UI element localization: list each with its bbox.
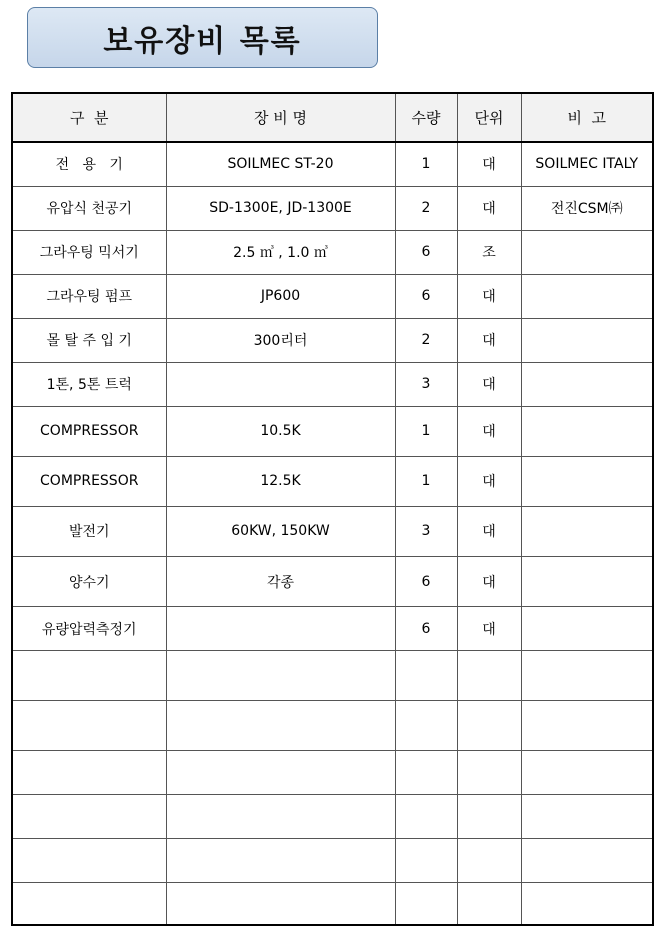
cell-quantity: 1 xyxy=(395,406,457,456)
table-row xyxy=(12,142,653,186)
cell-unit xyxy=(457,795,521,839)
table-row xyxy=(12,186,653,230)
cell-model: 60KW, 150KW xyxy=(166,506,395,556)
table-row xyxy=(12,701,653,751)
cell-remarks: 전진CSM㈜ xyxy=(521,186,653,230)
cell-category: 양수기 xyxy=(12,556,166,606)
cell-quantity xyxy=(395,701,457,751)
cell-quantity: 6 xyxy=(395,230,457,274)
cell-category: 그라우팅 펌프 xyxy=(12,274,166,318)
title-banner xyxy=(27,7,378,68)
cell-unit xyxy=(457,651,521,701)
table-row xyxy=(12,883,653,925)
cell-unit: 대 xyxy=(457,318,521,362)
header-model: 장 비 명 xyxy=(166,93,395,142)
header-category: 구 분 xyxy=(12,93,166,142)
cell-model: 10.5K xyxy=(166,406,395,456)
cell-model xyxy=(166,795,395,839)
cell-model xyxy=(166,607,395,651)
cell-quantity: 6 xyxy=(395,607,457,651)
cell-category xyxy=(12,651,166,701)
cell-remarks xyxy=(521,318,653,362)
cell-remarks: SOILMEC ITALY xyxy=(521,142,653,186)
cell-quantity: 3 xyxy=(395,506,457,556)
cell-category: 그라우팅 믹서기 xyxy=(12,230,166,274)
cell-quantity: 6 xyxy=(395,556,457,606)
cell-quantity: 6 xyxy=(395,274,457,318)
cell-quantity xyxy=(395,651,457,701)
equipment-table xyxy=(11,92,654,926)
table-row xyxy=(12,506,653,556)
cell-unit xyxy=(457,883,521,925)
table-row xyxy=(12,556,653,606)
table-row xyxy=(12,751,653,795)
cell-remarks xyxy=(521,651,653,701)
table-row xyxy=(12,651,653,701)
cell-category: 전 용 기 xyxy=(12,142,166,186)
cell-model: 12.5K xyxy=(166,456,395,506)
table-row xyxy=(12,607,653,651)
cell-model: 300리터 xyxy=(166,318,395,362)
table-row xyxy=(12,795,653,839)
cell-quantity: 2 xyxy=(395,186,457,230)
cell-quantity: 1 xyxy=(395,142,457,186)
cell-unit: 대 xyxy=(457,186,521,230)
cell-quantity xyxy=(395,883,457,925)
cell-model: JP600 xyxy=(166,274,395,318)
cell-model xyxy=(166,751,395,795)
cell-model xyxy=(166,883,395,925)
cell-unit: 대 xyxy=(457,456,521,506)
cell-model xyxy=(166,701,395,751)
cell-category xyxy=(12,795,166,839)
cell-remarks xyxy=(521,701,653,751)
cell-remarks xyxy=(521,230,653,274)
cell-remarks xyxy=(521,506,653,556)
cell-remarks xyxy=(521,274,653,318)
cell-unit: 대 xyxy=(457,607,521,651)
table-row xyxy=(12,274,653,318)
cell-model: SOILMEC ST-20 xyxy=(166,142,395,186)
cell-remarks xyxy=(521,883,653,925)
cell-remarks xyxy=(521,362,653,406)
cell-quantity xyxy=(395,795,457,839)
cell-quantity xyxy=(395,751,457,795)
cell-unit: 대 xyxy=(457,362,521,406)
table-row xyxy=(12,839,653,883)
cell-category: 유압식 천공기 xyxy=(12,186,166,230)
cell-category xyxy=(12,883,166,925)
cell-model xyxy=(166,839,395,883)
cell-model: SD-1300E, JD-1300E xyxy=(166,186,395,230)
cell-category: COMPRESSOR xyxy=(12,456,166,506)
cell-category xyxy=(12,751,166,795)
table-row xyxy=(12,362,653,406)
cell-model xyxy=(166,362,395,406)
cell-unit xyxy=(457,701,521,751)
cell-quantity xyxy=(395,839,457,883)
table-row xyxy=(12,456,653,506)
table-row xyxy=(12,406,653,456)
cell-unit: 조 xyxy=(457,230,521,274)
cell-model: 2.5 ㎥ , 1.0 ㎥ xyxy=(166,230,395,274)
cell-remarks xyxy=(521,795,653,839)
cell-category: 몰 탈 주 입 기 xyxy=(12,318,166,362)
cell-quantity: 3 xyxy=(395,362,457,406)
cell-unit: 대 xyxy=(457,406,521,456)
cell-category xyxy=(12,839,166,883)
cell-category: COMPRESSOR xyxy=(12,406,166,456)
cell-model: 각종 xyxy=(166,556,395,606)
cell-model xyxy=(166,651,395,701)
cell-category: 발전기 xyxy=(12,506,166,556)
cell-unit: 대 xyxy=(457,274,521,318)
cell-remarks xyxy=(521,556,653,606)
cell-remarks xyxy=(521,839,653,883)
cell-unit xyxy=(457,839,521,883)
cell-remarks xyxy=(521,406,653,456)
cell-unit xyxy=(457,751,521,795)
cell-unit: 대 xyxy=(457,506,521,556)
header-remarks: 비 고 xyxy=(521,93,653,142)
header-quantity: 수량 xyxy=(395,93,457,142)
table-header-row xyxy=(12,93,653,142)
cell-category xyxy=(12,701,166,751)
table-row xyxy=(12,230,653,274)
cell-unit: 대 xyxy=(457,142,521,186)
cell-remarks xyxy=(521,456,653,506)
cell-unit: 대 xyxy=(457,556,521,606)
table-row xyxy=(12,318,653,362)
cell-quantity: 1 xyxy=(395,456,457,506)
cell-remarks xyxy=(521,607,653,651)
cell-quantity: 2 xyxy=(395,318,457,362)
cell-remarks xyxy=(521,751,653,795)
cell-category: 유량압력측정기 xyxy=(12,607,166,651)
cell-category: 1톤, 5톤 트럭 xyxy=(12,362,166,406)
page-title: 보유장비 목록 xyxy=(103,23,302,59)
header-unit: 단위 xyxy=(457,93,521,142)
table-body xyxy=(12,142,653,925)
